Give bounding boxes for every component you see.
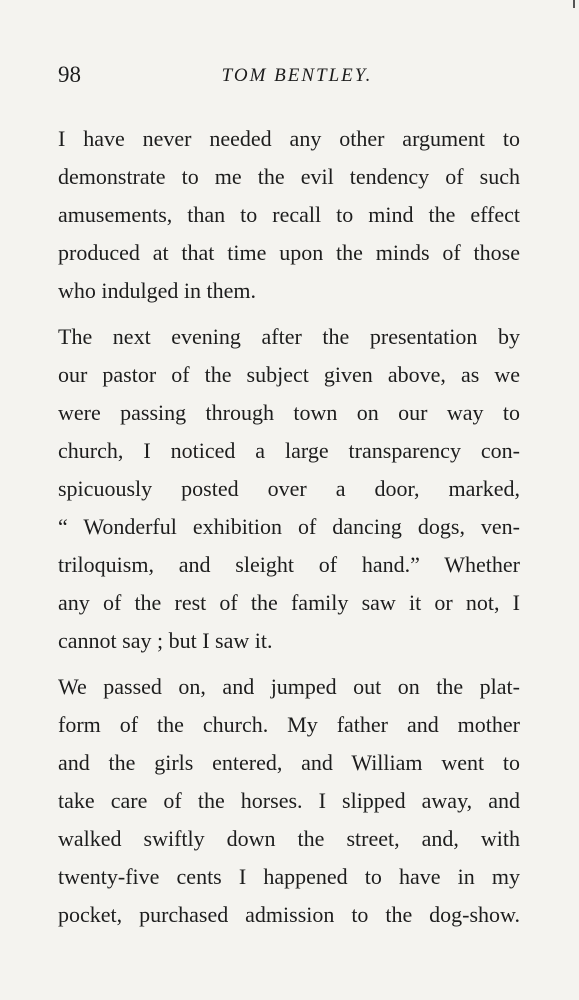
- text-line: pocket, purchased admission to the dog-show.: [58, 902, 520, 927]
- page-header: [58, 62, 520, 92]
- paragraph-1: [58, 120, 520, 310]
- text-line: were passing through town on our way to: [58, 400, 520, 425]
- paragraph-2: [58, 318, 520, 660]
- text-line: spicuously posted over a door, marked,: [58, 476, 520, 501]
- page-number: 98: [58, 62, 81, 87]
- text-line: walked swiftly down the street, and, with: [58, 826, 520, 851]
- text-line: any of the rest of the family saw it or not, I: [58, 590, 520, 615]
- text-line: twenty-five cents I happened to have in my: [58, 864, 520, 889]
- text-line: and the girls entered, and William went to: [58, 750, 520, 775]
- page-edge-mark: [573, 0, 575, 8]
- text-line: We passed on, and jumped out on the plat-: [58, 674, 520, 699]
- body-text: [58, 120, 520, 942]
- running-title: TOM BENTLEY.: [221, 65, 373, 86]
- text-line: our pastor of the subject given above, as we: [58, 362, 520, 387]
- text-line: form of the church. My father and mother: [58, 712, 520, 737]
- text-line: I have never needed any other argument to: [58, 126, 520, 151]
- text-line: produced at that time upon the minds of those: [58, 240, 520, 265]
- text-line: amusements, than to recall to mind the effect: [58, 202, 520, 227]
- paragraph-3: [58, 668, 520, 934]
- text-line: demonstrate to me the evil tendency of such: [58, 164, 520, 189]
- text-line: church, I noticed a large transparency con-: [58, 438, 520, 463]
- text-line: triloquism, and sleight of hand.” Whether: [58, 552, 520, 577]
- text-line: The next evening after the presentation by: [58, 324, 520, 349]
- text-line: cannot say ; but I saw it.: [58, 628, 273, 653]
- text-line: “ Wonderful exhibition of dancing dogs, ven-: [58, 514, 520, 539]
- text-line: who indulged in them.: [58, 278, 256, 303]
- text-line: take care of the horses. I slipped away, and: [58, 788, 520, 813]
